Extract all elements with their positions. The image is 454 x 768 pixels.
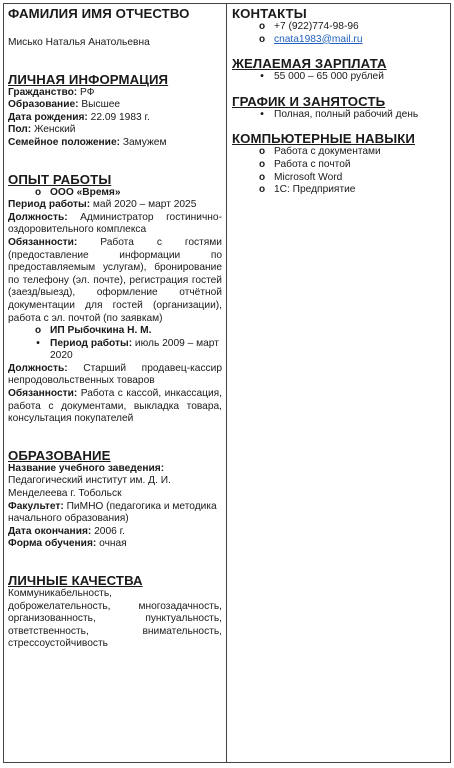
circle-bullet-icon: o bbox=[258, 171, 266, 183]
job1-company: o ООО «Время» bbox=[26, 187, 222, 200]
name-heading: ФАМИЛИЯ ИМЯ ОТЧЕСТВО bbox=[8, 6, 190, 21]
schedule-value: • Полная, полный рабочий день bbox=[250, 109, 446, 122]
job1-duties: Обязанности: Работа с гостями (предоставление информации по предоставляемым услугам), бронирование по телефону (эл. почте), регистрация гостей (заезд/выезд), оформление отчётной документации для гостей (организации), работа с эл. почтой (по заявкам) bbox=[8, 236, 222, 324]
personal-row-education: Образование: Высшее bbox=[8, 99, 121, 111]
experience-heading: ОПЫТ РАБОТЫ bbox=[8, 171, 112, 187]
circle-bullet-icon: o bbox=[34, 186, 42, 198]
institution-name: Педагогический институт им. Д. И. Менделеева г. Тобольск bbox=[8, 475, 171, 500]
circle-bullet-icon: o bbox=[34, 325, 42, 337]
personal-info-list bbox=[8, 87, 222, 150]
job2-period: • Период работы: июль 2009 – март 2020 bbox=[26, 338, 222, 363]
skill-item: o 1С: Предприятие bbox=[250, 184, 446, 197]
personal-row-citizenship: Гражданство: РФ bbox=[8, 86, 95, 98]
dot-bullet-icon: • bbox=[260, 71, 264, 83]
contacts-heading: КОНТАКТЫ bbox=[232, 6, 307, 21]
circle-bullet-icon: o bbox=[258, 158, 266, 170]
schedule-heading: ГРАФИК И ЗАНЯТОСТЬ bbox=[232, 93, 386, 109]
contact-phone[interactable]: o +7 (922)774-98-96 bbox=[250, 21, 446, 34]
circle-bullet-icon: o bbox=[258, 146, 266, 158]
institution-label: Название учебного заведения: bbox=[8, 462, 165, 474]
salary-heading: ЖЕЛАЕМАЯ ЗАРПЛАТА bbox=[232, 56, 387, 72]
salary-value: • 55 000 – 65 000 рублей bbox=[250, 71, 446, 84]
faculty: Факультет: ПиМНО (педагогика и методика начального образования) bbox=[8, 500, 217, 525]
personal-row-gender: Пол: Женский bbox=[8, 124, 76, 136]
job2-duties: Обязанности: Работа с кассой, инкассация, работа с документами, выкладка товара, консультация покупателей bbox=[8, 388, 222, 425]
contact-email[interactable] bbox=[250, 34, 446, 47]
personal-row-marital: Семейное положение: Замужем bbox=[8, 136, 167, 148]
circle-bullet-icon: o bbox=[258, 21, 266, 32]
skills-list bbox=[232, 146, 446, 196]
qualities-heading: ЛИЧНЫЕ КАЧЕСТВА bbox=[8, 573, 143, 588]
left-column bbox=[8, 6, 222, 651]
qualities-text: Коммуникабельность, доброжелательность, многозадачность, организованность, пунктуальность, ответственность, внимательность, стрессоустойчивость bbox=[8, 588, 222, 650]
circle-bullet-icon: o bbox=[258, 33, 266, 45]
skill-item: o Работа с почтой bbox=[250, 159, 446, 172]
personal-row-birthdate: Дата рождения: 22.09 1983 г. bbox=[8, 111, 150, 123]
right-column bbox=[232, 6, 446, 197]
email-link[interactable]: cnata1983@mail.ru bbox=[274, 33, 363, 45]
graduation-date: Дата окончания: 2006 г. bbox=[8, 525, 125, 537]
skill-item: o Microsoft Word bbox=[250, 172, 446, 185]
circle-bullet-icon: o bbox=[258, 184, 266, 196]
personal-info-heading: ЛИЧНАЯ ИНФОРМАЦИЯ bbox=[8, 71, 169, 87]
dot-bullet-icon: • bbox=[260, 108, 264, 120]
skill-item: o Работа с документами bbox=[250, 146, 446, 159]
study-form: Форма обучения: очная bbox=[8, 538, 127, 550]
job2-position: Должность: Старший продавец-кассир непродовольственных товаров bbox=[8, 362, 222, 387]
job1-position: Должность: Администратор гостинично-оздоровительного комплекса bbox=[8, 211, 222, 236]
dot-bullet-icon: • bbox=[36, 337, 40, 349]
column-divider bbox=[226, 3, 227, 763]
education-heading: ОБРАЗОВАНИЕ bbox=[8, 447, 111, 463]
skills-heading: КОМПЬЮТЕРНЫЕ НАВЫКИ bbox=[232, 131, 415, 147]
full-name: Мисько Наталья Анатольевна bbox=[8, 37, 150, 48]
job1-period: Период работы: май 2020 – март 2025 bbox=[8, 199, 197, 211]
job2-company: o ИП Рыбочкина Н. М. bbox=[26, 325, 222, 338]
